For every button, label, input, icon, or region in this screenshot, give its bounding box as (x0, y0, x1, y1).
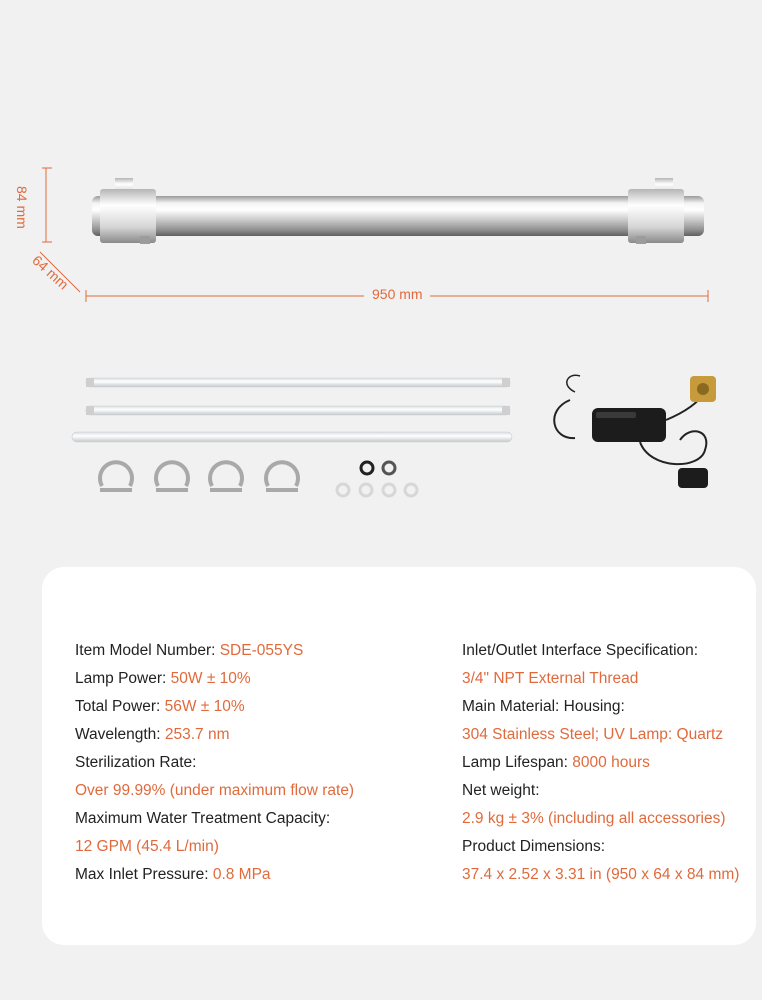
length-dimension-label: 950 mm (368, 286, 427, 302)
uv-lamps (72, 378, 512, 442)
spec-line (75, 749, 435, 777)
spec-line (462, 833, 752, 861)
ballast-controller (554, 375, 716, 488)
spec-value: 3/4" NPT External Thread (462, 670, 639, 687)
spec-label: Product Dimensions: (462, 838, 606, 855)
spec-label: Maximum Water Treatment Capacity: (75, 810, 331, 827)
o-rings (337, 462, 417, 496)
spec-line (462, 861, 752, 889)
spec-value: 50W ± 10% (170, 670, 251, 687)
spec-label: Net weight: (462, 782, 540, 799)
spec-label: Lamp Lifespan: (462, 754, 573, 771)
spec-label: Lamp Power: (75, 670, 171, 687)
spec-value: 304 Stainless Steel; UV Lamp: Quartz (462, 726, 724, 743)
specifications-card (42, 567, 756, 945)
spec-value: 56W ± 10% (164, 698, 245, 715)
spec-line (462, 721, 752, 749)
spec-label: Item Model Number: (75, 642, 220, 659)
spec-label: Max Inlet Pressure: (75, 866, 213, 883)
spec-line (75, 721, 435, 749)
spec-value: 8000 hours (572, 754, 650, 771)
spec-label: Inlet/Outlet Interface Specification: (462, 642, 699, 659)
spec-value: 0.8 MPa (212, 866, 271, 883)
mounting-clamps (100, 462, 298, 490)
width-dimension-label: 64 mm (29, 252, 72, 293)
specs-right-column (462, 637, 752, 889)
spec-value: 12 GPM (45.4 L/min) (75, 838, 219, 855)
spec-line (462, 693, 752, 721)
uv-sterilizer-housing (92, 178, 704, 244)
spec-label: Main Material: Housing: (462, 698, 625, 715)
spec-label: Sterilization Rate: (75, 754, 197, 771)
spec-value: 2.9 kg ± 3% (including all accessories) (462, 810, 726, 827)
spec-line (462, 665, 752, 693)
spec-line (75, 637, 435, 665)
spec-line (75, 665, 435, 693)
spec-line (75, 861, 435, 889)
spec-value: Over 99.99% (under maximum flow rate) (75, 782, 355, 799)
spec-line (75, 805, 435, 833)
spec-label: Total Power: (75, 698, 165, 715)
specs-left-column (75, 637, 435, 889)
spec-line (75, 777, 435, 805)
spec-value: SDE-055YS (219, 642, 304, 659)
spec-value: 253.7 nm (164, 726, 230, 743)
height-dimension-label: 84 mm (14, 186, 30, 229)
spec-value: 37.4 x 2.52 x 3.31 in (950 x 64 x 84 mm) (462, 866, 740, 883)
spec-label: Wavelength: (75, 726, 165, 743)
spec-line (462, 805, 752, 833)
spec-line (462, 777, 752, 805)
spec-line (462, 637, 752, 665)
spec-line (75, 693, 435, 721)
spec-line (75, 833, 435, 861)
spec-line (462, 749, 752, 777)
